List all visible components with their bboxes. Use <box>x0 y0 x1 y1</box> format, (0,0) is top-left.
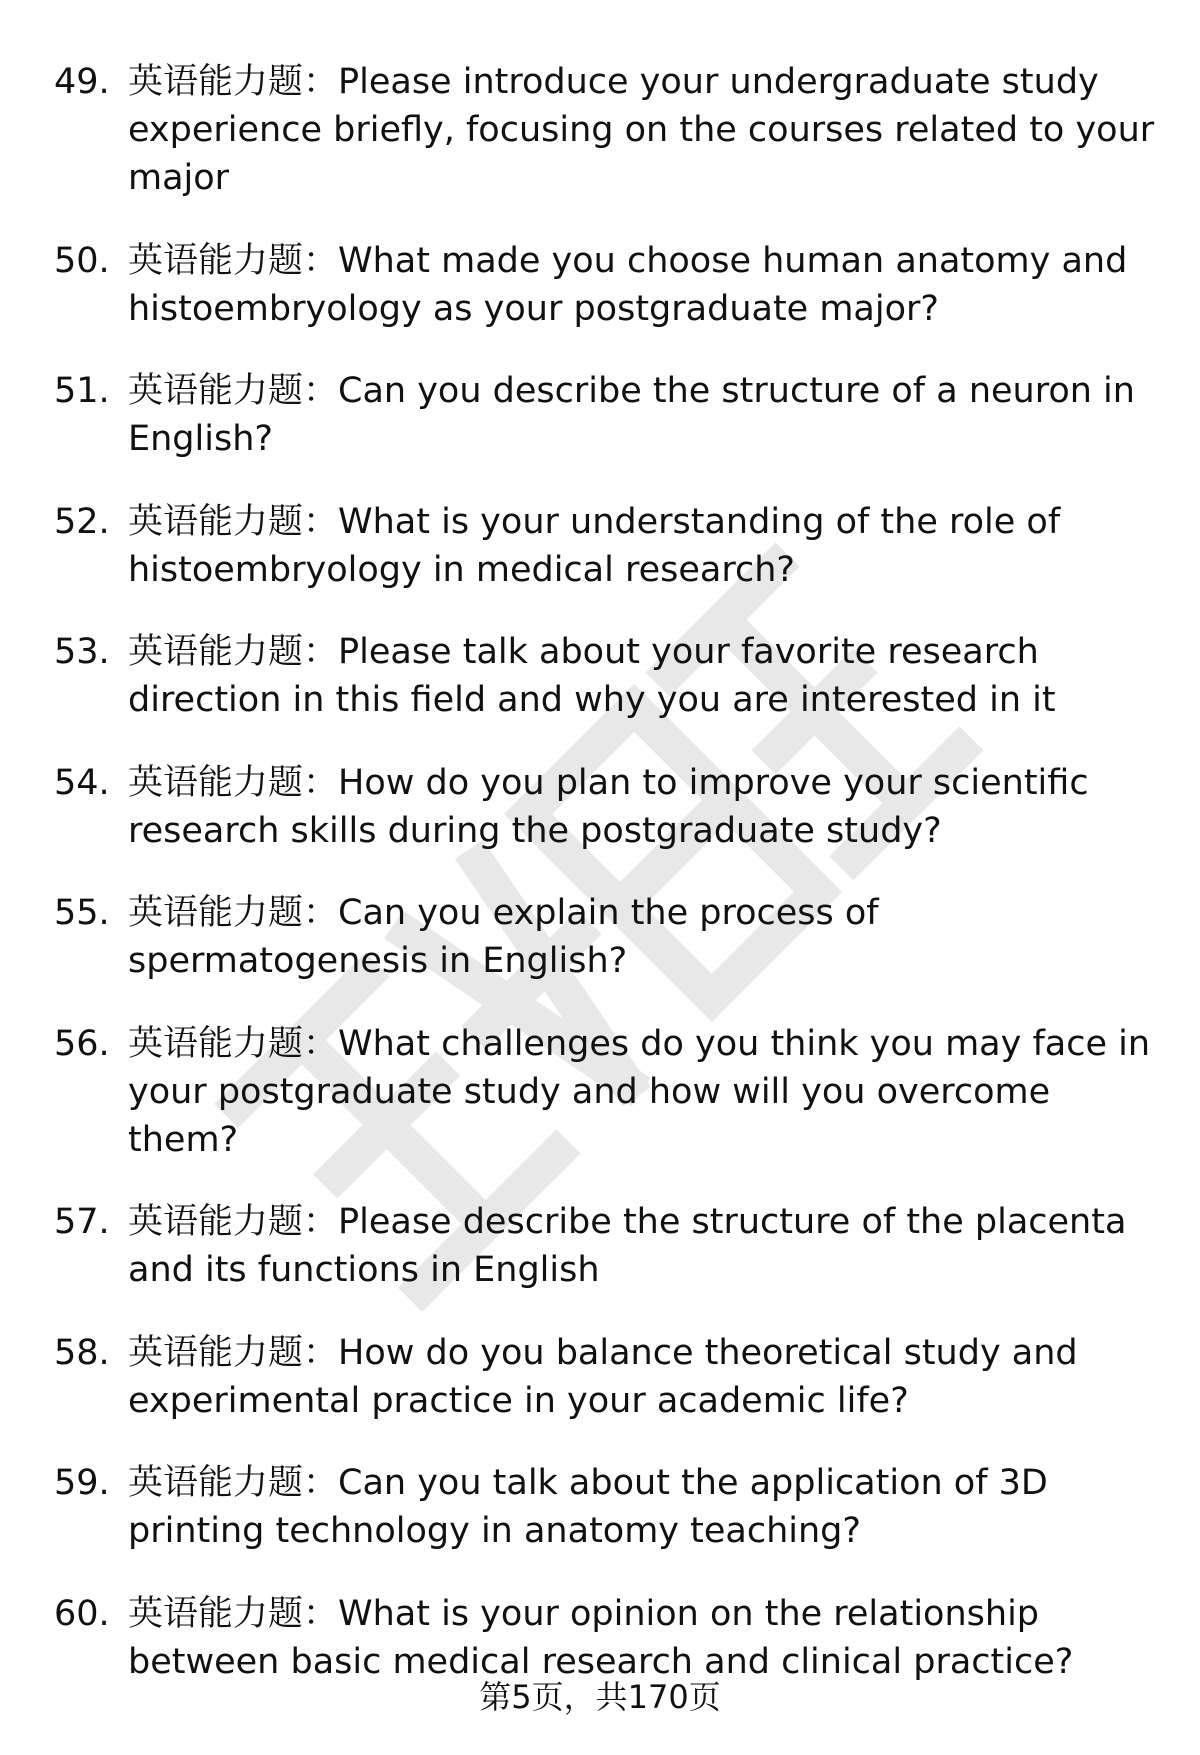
question-category: 英语能力题： <box>128 62 339 102</box>
question-item <box>54 58 1164 202</box>
question-number: 51. <box>54 371 110 411</box>
question-category: 英语能力题： <box>128 240 339 281</box>
question-body <box>128 58 1164 202</box>
question-category: 英语能力题： <box>128 632 339 672</box>
question-body <box>128 498 1164 594</box>
question-category: 英语能力题： <box>128 501 339 542</box>
question-text: What is your understanding of the role of histoembryology in medical research? <box>128 501 1061 590</box>
question-item <box>54 759 1164 855</box>
question-body <box>128 1590 1164 1686</box>
question-number: 59. <box>54 1463 110 1503</box>
question-text: How do you balance theoretical study and experimental practice in your academic life? <box>128 1332 1078 1421</box>
question-number: 56. <box>54 1023 110 1064</box>
question-text: Can you explain the process of spermatogenesis in English? <box>128 893 879 981</box>
question-text: Please talk about your favorite research direction in this field and why you are interested in it <box>128 632 1056 720</box>
question-text: What is your opinion on the relationship between basic medical research and clinical practice? <box>128 1593 1074 1682</box>
question-body <box>128 759 1164 855</box>
question-number: 58. <box>54 1332 110 1373</box>
question-category: 英语能力题： <box>128 1332 339 1373</box>
question-number: 55. <box>54 893 110 933</box>
question-item <box>54 1198 1164 1294</box>
question-item <box>54 1590 1164 1686</box>
question-text: Please describe the structure of the placenta and its functions in English <box>128 1202 1127 1290</box>
question-text: What challenges do you think you may face in your postgraduate study and how will you overcome them? <box>128 1023 1151 1160</box>
question-category: 英语能力题： <box>128 893 339 933</box>
question-item <box>54 889 1164 985</box>
question-text: How do you plan to improve your scientific research skills during the postgraduate study? <box>128 762 1089 851</box>
question-item <box>54 498 1164 594</box>
question-text: Please introduce your undergraduate study experience briefly, focusing on the courses related to your major <box>128 62 1155 198</box>
question-body <box>128 1459 1164 1555</box>
question-category: 英语能力题： <box>128 1202 339 1242</box>
question-item <box>54 628 1164 724</box>
question-category: 英语能力题： <box>128 1593 339 1634</box>
question-body <box>128 628 1164 724</box>
question-text: Can you describe the structure of a neuron in English? <box>128 371 1135 459</box>
question-number: 49. <box>54 62 110 102</box>
question-text: Can you talk about the application of 3D printing technology in anatomy teaching? <box>128 1463 1048 1551</box>
question-body <box>128 367 1164 463</box>
page-footer: 第5页，共170页 <box>479 1678 721 1716</box>
question-category: 英语能力题： <box>128 762 339 803</box>
question-number: 57. <box>54 1202 110 1242</box>
question-category: 英语能力题： <box>128 371 339 411</box>
question-body <box>128 1198 1164 1294</box>
question-body <box>128 889 1164 985</box>
question-item <box>54 1459 1164 1555</box>
question-item <box>54 367 1164 463</box>
question-list <box>54 58 1164 1720</box>
question-number: 52. <box>54 501 110 542</box>
question-number: 53. <box>54 632 110 672</box>
question-body <box>128 1329 1164 1425</box>
question-number: 54. <box>54 762 110 803</box>
question-item <box>54 237 1164 333</box>
question-number: 50. <box>54 240 110 281</box>
question-body <box>128 237 1164 333</box>
question-text: What made you choose human anatomy and histoembryology as your postgraduate major? <box>128 240 1128 329</box>
question-item <box>54 1020 1164 1164</box>
question-number: 60. <box>54 1593 110 1634</box>
question-category: 英语能力题： <box>128 1463 339 1503</box>
question-item <box>54 1329 1164 1425</box>
question-body <box>128 1020 1164 1164</box>
question-category: 英语能力题： <box>128 1023 339 1064</box>
